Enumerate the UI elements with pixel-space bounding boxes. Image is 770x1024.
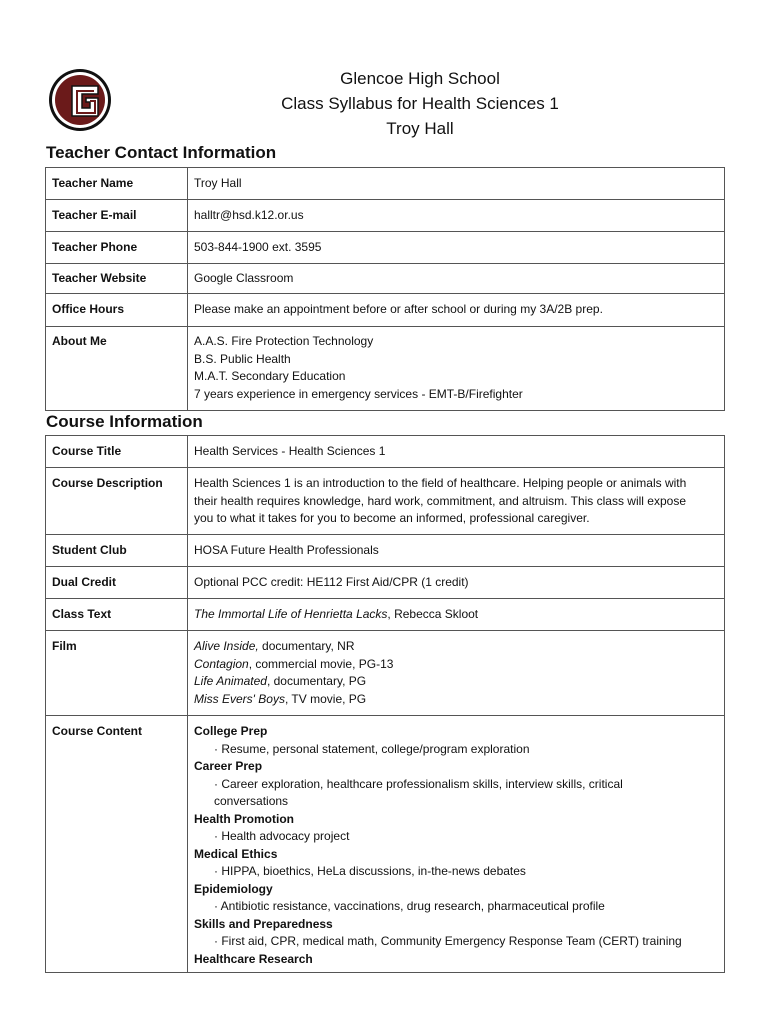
topic-heading: Epidemiology — [194, 881, 273, 896]
table-row — [46, 200, 725, 232]
book-title: The Immortal Life of Henrietta Lacks — [194, 607, 388, 621]
table-row — [46, 631, 725, 716]
topic-detail: · Health advocacy project — [214, 829, 350, 843]
about-me-value — [188, 327, 725, 411]
row-label: Student Club — [46, 535, 188, 567]
table-row — [46, 567, 725, 599]
class-text-value — [188, 599, 725, 631]
row-value: Optional PCC credit: HE112 First Aid/CPR (1 credit) — [188, 567, 725, 599]
row-label: Dual Credit — [46, 567, 188, 599]
row-label: Class Text — [46, 599, 188, 631]
film-title: Alive Inside, — [194, 639, 259, 653]
row-value: Please make an appointment before or after school or during my 3A/2B prep. — [188, 294, 725, 327]
topic-detail: · Career exploration, healthcare professionalism skills, interview skills, critical — [214, 776, 623, 791]
table-row — [46, 168, 725, 200]
text-line: Health Sciences 1 is an introduction to the field of healthcare. Helping people or animals with — [194, 476, 687, 490]
text-line: M.A.T. Secondary Education — [194, 369, 346, 383]
teacher-name-heading: Troy Hall — [386, 119, 454, 138]
course-table — [45, 435, 725, 973]
table-row — [46, 599, 725, 631]
topic-detail: conversations — [214, 794, 289, 808]
topic-heading: Health Promotion — [194, 811, 295, 826]
text-line: 7 years experience in emergency services - EMT-B/Firefighter — [194, 386, 523, 401]
document-header — [170, 66, 670, 141]
row-value: 503-844-1900 ext. 3595 — [188, 232, 725, 264]
topic-heading: Skills and Preparedness — [194, 916, 333, 931]
table-row — [46, 264, 725, 294]
row-label: Teacher E-mail — [46, 200, 188, 232]
topic-detail: · HIPPA, bioethics, HeLa discussions, in-the-news debates — [214, 864, 526, 878]
film-title: Miss Evers' Boys — [194, 691, 285, 706]
film-desc: , TV movie, PG — [284, 691, 367, 706]
film-desc: documentary, NR — [258, 639, 355, 653]
film-title: Contagion — [194, 656, 249, 671]
row-label: Office Hours — [46, 294, 188, 327]
row-value: Health Services - Health Sciences 1 — [188, 436, 725, 468]
website-value[interactable]: Google Classroom — [188, 264, 725, 294]
topic-detail: · Antibiotic resistance, vaccinations, drug research, pharmaceutical profile — [214, 899, 605, 913]
row-label: Teacher Phone — [46, 232, 188, 264]
text-line: you to what it takes for you to become an informed, professional caregiver. — [194, 511, 590, 525]
topic-heading: Career Prep — [194, 759, 263, 773]
list-item — [194, 638, 718, 656]
syllabus-title: Class Syllabus for Health Sciences 1 — [281, 94, 559, 113]
email-value[interactable]: halltr@hsd.k12.or.us — [188, 200, 725, 232]
list-item — [194, 691, 718, 709]
table-row — [46, 535, 725, 567]
topic-heading: Healthcare Research — [194, 951, 313, 966]
text-line: A.A.S. Fire Protection Technology — [194, 334, 374, 348]
table-row — [46, 716, 725, 973]
school-logo — [46, 64, 116, 134]
row-label: About Me — [46, 327, 188, 411]
school-name: Glencoe High School — [340, 69, 500, 88]
topic-detail: · Resume, personal statement, college/program exploration — [214, 741, 530, 756]
text-line: B.S. Public Health — [194, 351, 291, 366]
table-row — [46, 327, 725, 411]
description-value — [188, 468, 725, 535]
row-label: Teacher Website — [46, 264, 188, 294]
film-desc: , documentary, PG — [266, 674, 367, 688]
row-value: Troy Hall — [188, 168, 725, 200]
topic-detail: · First aid, CPR, medical math, Community Emergency Response Team (CERT) training — [214, 934, 682, 948]
table-row — [46, 436, 725, 468]
table-row — [46, 468, 725, 535]
row-label: Teacher Name — [46, 168, 188, 200]
row-label: Course Description — [46, 468, 188, 535]
film-desc: , commercial movie, PG-13 — [248, 656, 394, 671]
topic-heading: College Prep — [194, 724, 268, 738]
list-item — [194, 656, 718, 674]
course-section-title: Course Information — [46, 412, 203, 431]
book-author: , Rebecca Skloot — [387, 607, 479, 621]
table-row — [46, 232, 725, 264]
topic-heading: Medical Ethics — [194, 846, 278, 861]
row-value: HOSA Future Health Professionals — [188, 535, 725, 567]
film-title: Life Animated — [194, 674, 267, 688]
contact-table — [45, 167, 725, 411]
contact-section-title: Teacher Contact Information — [46, 143, 277, 162]
film-list — [188, 631, 725, 716]
row-label: Course Title — [46, 436, 188, 468]
row-label: Film — [46, 631, 188, 716]
course-content-list — [188, 716, 725, 973]
row-label: Course Content — [46, 716, 188, 973]
list-item — [194, 673, 718, 691]
table-row — [46, 294, 725, 327]
text-line: their health requires knowledge, hard work, commitment, and altruism. This class will expose — [194, 493, 686, 508]
